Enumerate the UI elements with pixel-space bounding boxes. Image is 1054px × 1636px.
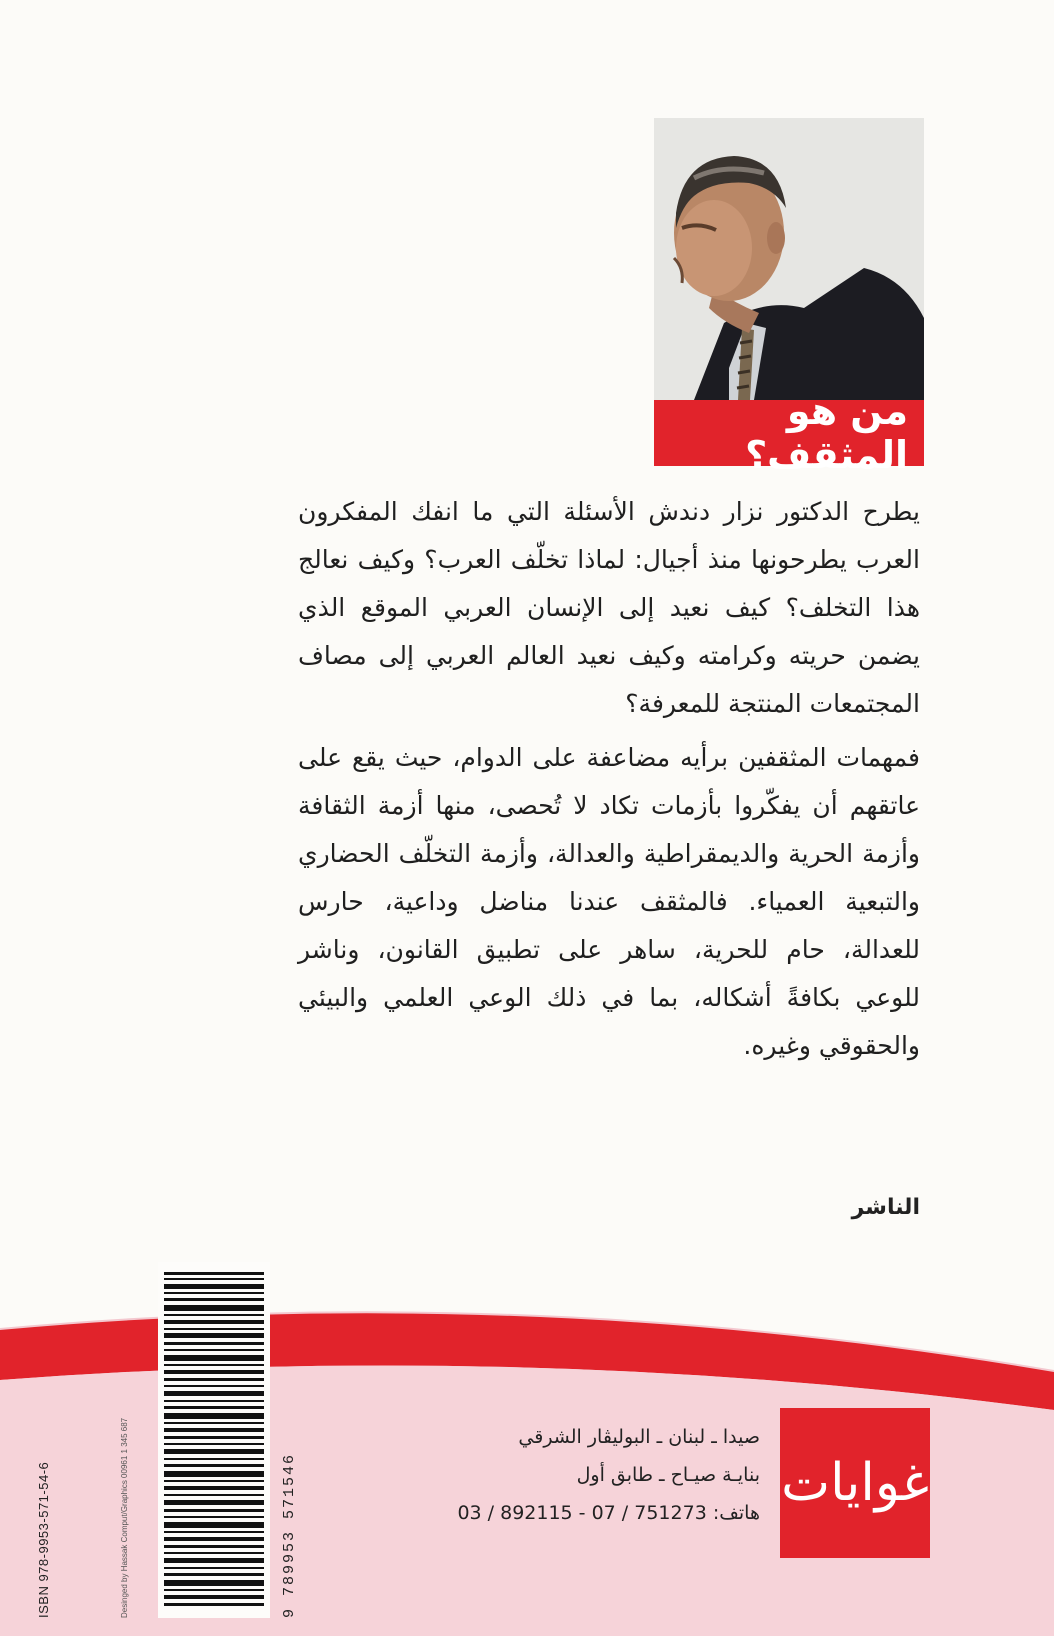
publisher-address — [430, 1418, 760, 1532]
designer-credit: Desinged by Hassak Comput/Graphics 00961 1 345 687 — [120, 1417, 129, 1618]
isbn-label: ISBN 978-9953-571-54-6 — [36, 1461, 51, 1618]
blurb-text — [298, 488, 920, 1076]
book-title: من هو المثقف؟ — [745, 389, 908, 477]
publisher-logo-text: غوايات — [781, 1453, 929, 1513]
publisher-logo — [780, 1408, 930, 1558]
author-photo — [654, 118, 924, 400]
blurb-paragraph-1: يطرح الدكتور نزار دندش الأسئلة التي ما انفك المفكرون العرب يطرحونها منذ أجيال: لماذا تخلّف العرب؟ وكيف نعالج هذا التخلف؟ كيف نعيد إلى الإنسان العربي الموقع الذي يضمن حريته وكرامته وكيف نعيد العالم العربي إلى مصاف المجتمعات المنتجة للمعرفة؟ — [298, 497, 920, 718]
address-line-2: بنايـة صيـاح ـ طابق أول — [576, 1464, 760, 1486]
barcode-bars — [158, 1262, 270, 1618]
publisher-phone: هاتف: 751273 / 07 - 892115 / 03 — [457, 1502, 760, 1524]
title-band — [654, 389, 924, 477]
barcode-area — [106, 1262, 274, 1618]
publisher-signature: الناشر — [851, 1195, 920, 1220]
blurb-paragraph-2: فمهمات المثقفين برأيه مضاعفة على الدوام، حيث يقع على عاتقهم أن يفكّروا بأزمات تكاد لا تُحصى، منها أزمة الثقافة وأزمة الحرية والديمقراطية والعدالة، وأزمة التخلّف الحضاري والتبعية العمياء. فالمثقف عندنا مناضل وداعية، حارس للعدالة، حام للحرية، ساهر على تطبيق القانون، وناشر للوعي بكافةً أشكاله، بما في ذلك الوعي العلمي والبيئي والحقوقي وغيره. — [298, 743, 920, 1060]
address-line-1: صيدا ـ لبنان ـ البوليڤار الشرقي — [518, 1426, 760, 1448]
barcode-digits: 9 789953 571546 — [281, 1452, 298, 1618]
